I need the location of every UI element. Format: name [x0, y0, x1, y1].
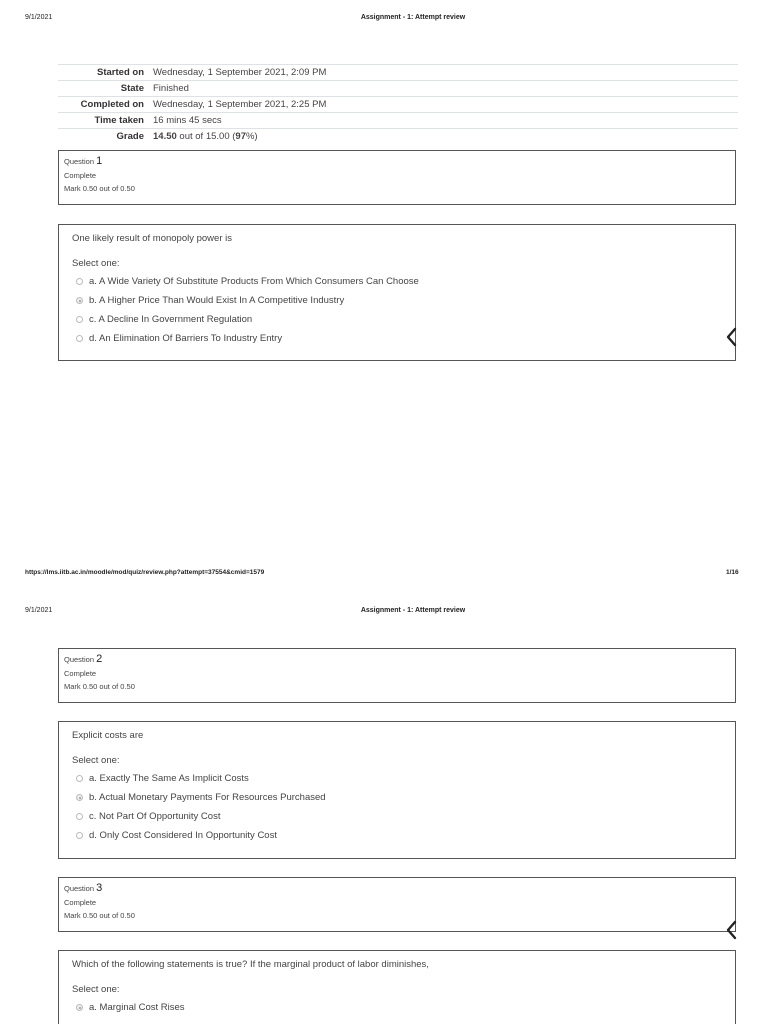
- page-number: 1/16: [726, 569, 739, 576]
- answer-option[interactable]: [72, 826, 722, 845]
- question-number-value: 1: [96, 155, 103, 167]
- option-label: a. Exactly The Same As Implicit Costs: [89, 773, 249, 784]
- summary-row-state: [58, 80, 738, 96]
- question-content-1: [58, 224, 736, 361]
- select-one-prompt: Select one:: [72, 984, 120, 995]
- chevron-left-icon[interactable]: [720, 916, 744, 944]
- print-title: Assignment - 1: Attempt review: [360, 14, 466, 21]
- question-info-1: [58, 150, 736, 205]
- radio-button[interactable]: [76, 832, 83, 839]
- question-mark: Mark 0.50 out of 0.50: [64, 184, 135, 193]
- question-label: Question: [64, 884, 95, 893]
- radio-button-selected[interactable]: [76, 794, 83, 801]
- page-url[interactable]: https://lms.iitb.ac.in/moodle/mod/quiz/review.php?attempt=37554&cmid=1579: [25, 569, 265, 576]
- option-label: d. Only Cost Considered In Opportunity Cost: [89, 830, 277, 841]
- radio-button-selected[interactable]: [76, 1004, 83, 1011]
- answer-option-selected[interactable]: [72, 998, 722, 1017]
- question-number-value: 2: [96, 653, 103, 665]
- radio-button-selected[interactable]: [76, 297, 83, 304]
- summary-row-completed: [58, 96, 738, 112]
- option-label: a. A Wide Variety Of Substitute Products From Which Consumers Can Choose: [89, 276, 419, 287]
- answer-option[interactable]: [72, 769, 722, 788]
- question-state: Complete: [64, 669, 97, 678]
- chevron-left-icon[interactable]: [720, 323, 744, 351]
- radio-button[interactable]: [76, 775, 83, 782]
- print-date: 9/1/2021: [25, 607, 53, 614]
- question-mark: Mark 0.50 out of 0.50: [64, 682, 135, 691]
- option-label: d. An Elimination Of Barriers To Industry Entry: [89, 333, 283, 344]
- summary-value: Wednesday, 1 September 2021, 2:09 PM: [153, 67, 327, 78]
- question-content-2: [58, 721, 736, 859]
- radio-button[interactable]: [76, 813, 83, 820]
- question-text: One likely result of monopoly power is: [72, 233, 232, 244]
- question-mark: Mark 0.50 out of 0.50: [64, 911, 135, 920]
- radio-button[interactable]: [76, 335, 83, 342]
- print-date: 9/1/2021: [25, 14, 53, 21]
- question-label: Question: [64, 157, 95, 166]
- summary-row-started: [58, 64, 738, 80]
- attempt-summary-table: [58, 64, 738, 145]
- option-label: c. A Decline In Government Regulation: [89, 314, 253, 325]
- question-content-3: [58, 950, 736, 1024]
- summary-label: Started on: [97, 67, 144, 78]
- option-label: c. Not Part Of Opportunity Cost: [89, 811, 221, 822]
- question-text: Which of the following statements is true? If the marginal product of labor diminishes,: [72, 959, 429, 970]
- summary-row-time: [58, 112, 738, 128]
- radio-button[interactable]: [76, 316, 83, 323]
- grade-value: [153, 131, 258, 142]
- summary-label: Completed on: [80, 99, 144, 110]
- summary-label: State: [120, 83, 144, 94]
- question-label: Question: [64, 655, 95, 664]
- summary-label: Time taken: [94, 115, 144, 126]
- summary-label: Grade: [116, 131, 144, 142]
- select-one-prompt: Select one:: [72, 258, 120, 269]
- option-label: a. Marginal Cost Rises: [89, 1002, 185, 1013]
- answer-option[interactable]: [72, 272, 722, 291]
- question-state: Complete: [64, 171, 97, 180]
- question-state: Complete: [64, 898, 97, 907]
- question-info-3: [58, 877, 736, 932]
- grade-out-of: out of 15.00 (: [176, 131, 236, 142]
- radio-button[interactable]: [76, 278, 83, 285]
- summary-row-grade: [58, 128, 738, 145]
- question-info-2: [58, 648, 736, 703]
- question-number-value: 3: [96, 882, 103, 894]
- question-number: [64, 155, 730, 167]
- question-number: [64, 653, 730, 665]
- grade-percent: 97: [235, 131, 246, 142]
- print-title: Assignment - 1: Attempt review: [360, 607, 466, 614]
- option-label: b. Actual Monetary Payments For Resources Purchased: [89, 792, 326, 803]
- summary-value: 16 mins 45 secs: [153, 115, 222, 126]
- summary-value: Finished: [153, 83, 189, 94]
- option-label: b. A Higher Price Than Would Exist In A Competitive Industry: [89, 295, 345, 306]
- select-one-prompt: Select one:: [72, 755, 120, 766]
- answer-option[interactable]: [72, 310, 722, 329]
- answer-option-selected[interactable]: [72, 788, 722, 807]
- summary-value: Wednesday, 1 September 2021, 2:25 PM: [153, 99, 327, 110]
- answer-option[interactable]: [72, 329, 722, 348]
- grade-score: 14.50: [153, 131, 177, 142]
- answer-option[interactable]: [72, 807, 722, 826]
- grade-close: %): [245, 131, 258, 142]
- answer-option-selected[interactable]: [72, 291, 722, 310]
- question-text: Explicit costs are: [72, 730, 144, 741]
- question-number: [64, 882, 730, 894]
